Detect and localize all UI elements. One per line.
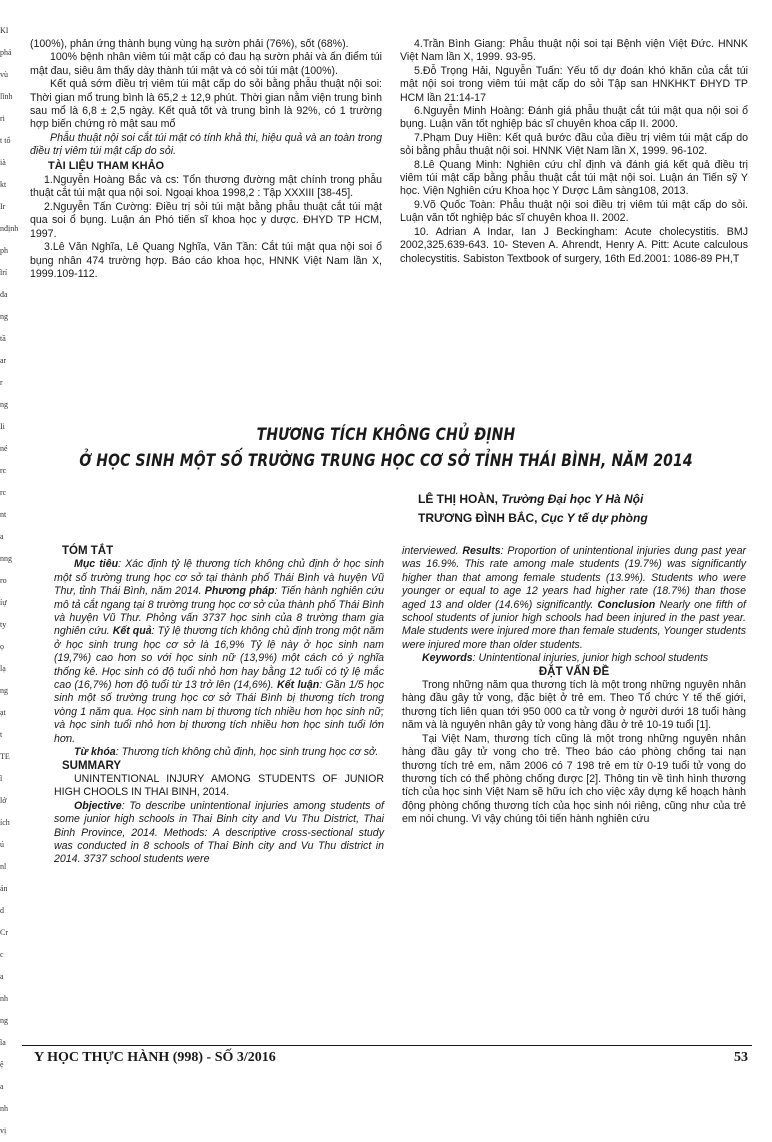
- bleed-fragment: ản: [0, 884, 8, 893]
- bleed-fragment: ạt: [0, 708, 6, 717]
- references-heading: TÀI LIỆU THAM KHẢO: [48, 159, 165, 172]
- reference-item: 5.Đỗ Trọng Hải, Nguyễn Tuấn: Yếu tố dự đoán khó khăn của cắt túi mật nội soi trong viêm túi mật cấp do sỏi Tập san HNKHKT ĐHYD TP HCM lần 21:14-17: [400, 64, 748, 104]
- summary-heading-en: SUMMARY: [62, 759, 121, 772]
- bleed-fragment: nl: [0, 862, 7, 871]
- bleed-fragment: t: [0, 730, 3, 739]
- intro-heading: ĐẶT VẤN ĐỀ: [538, 665, 610, 678]
- bleed-fragment: t tổ: [0, 136, 11, 145]
- summary-keywords-en: Keywords: Unintentional injuries, junior high school students: [422, 652, 709, 665]
- left-margin-bleed: [0, 20, 22, 1135]
- reference-item: 9.Võ Quốc Toàn: Phẫu thuật nội soi điều trị viêm túi mật cấp do sỏi. Luận văn tốt nghiệp bác sĩ chuyên khoa II. 2002.: [400, 198, 748, 225]
- journal-footer: Y HỌC THỰC HÀNH (998) - SỐ 3/2016: [34, 1050, 276, 1065]
- bleed-fragment: ĩa: [0, 1038, 6, 1047]
- abstract-objective: Mục tiêu: Xác định tỷ lệ thương tích không chủ định ở học sinh một số trường trung học cơ sở tại thành phố Thái Bình và huyện Vũ Thư, tỉnh Thái Bình, năm 2014. Phương pháp: Tiến hành nghiên cứu mô tả cắt ngang tại 8 trường trung học cơ sở của thành phố Thái Bình và huyện Vũ Thư. Phỏng vấn 3737 học sinh của 8 trường tham gia nghiên cứu. Kết quả: Tỷ lệ thương tích không chủ định trong một năm ở học sinh trung học cơ sở là 16,9% Tỷ lệ này ở học sinh nam (19,7%) cao hơn so với học sinh nữ (13,9%) một cách có ý nghĩa thống kê. Học sinh có độ tuổi nhỏ hơn hay bằng 12 tuổi có tỷ lệ mắc cao (16,7%) hơn độ tuổi từ 13 trở lên (14,6%). Kết luận: Gần 1/5 học sinh một số trường trung học cơ sở Thái Bình bị thương tích trong vòng 1 năm qua. Học sinh nam bị thương tích nhiều hơn học sinh nữ; và học sinh tuổi nhỏ hơn bị thương tích nhiều hơn học sinh tuổi lớn hơn.: [54, 558, 385, 745]
- bleed-fragment: lạ: [0, 664, 6, 673]
- summary-heading-vn: TÓM TẮT: [62, 545, 114, 557]
- abstract-keywords: Từ khóa: Thương tích không chủ định, học sinh trung học cơ sở.: [74, 746, 379, 759]
- bleed-fragment: phả: [0, 48, 12, 57]
- bleed-fragment: nh: [0, 994, 8, 1003]
- bleed-fragment: r: [0, 378, 3, 387]
- bleed-fragment: ĩ: [0, 774, 3, 783]
- bleed-fragment: a: [0, 972, 4, 981]
- author-line: [418, 511, 758, 525]
- bleed-fragment: đa: [0, 290, 8, 299]
- bleed-fragment: KI: [0, 26, 9, 35]
- bleed-fragment: TE: [0, 752, 10, 761]
- bleed-fragment: rc: [0, 488, 7, 497]
- paragraph: (100%), phản ứng thành bụng vùng hạ sườn phải (76%), sốt (68%).: [30, 38, 349, 50]
- reference-item: 7.Phạm Duy Hiền: Kết quả bước đầu của điều trị viêm túi mật cấp do sỏi bằng phẫu thuật nội soi. HNNK Việt Nam lần X, 1999. 96-102.: [400, 131, 748, 158]
- bleed-fragment: rc: [0, 466, 7, 475]
- bleed-fragment: a: [0, 1082, 4, 1091]
- bleed-fragment: lở: [0, 796, 7, 805]
- bleed-fragment: ph: [0, 246, 8, 255]
- author-line: [418, 492, 758, 506]
- bleed-fragment: vị: [0, 1126, 7, 1135]
- reference-item: 6.Nguyễn Minh Hoàng: Đánh giá phẫu thuật cắt túi mật qua nội soi ổ bụng. Luận văn tốt nghiệp bác sĩ chuyên khoa cấp II. 2000.: [400, 105, 748, 131]
- footer-rule: [22, 1045, 752, 1046]
- author-affiliation: Cục Y tế dự phòng: [540, 511, 648, 525]
- author-affiliation: Trường Đại học Y Hà Nội: [501, 492, 644, 506]
- bleed-fragment: c: [0, 950, 4, 959]
- bleed-fragment: Ii: [0, 422, 5, 431]
- paragraph: 100% bệnh nhân viêm túi mật cấp có đau hạ sườn phải và ấn điểm túi mật đau, siêu âm thấy dày thành túi mật và có sỏi túi mật (100%).: [30, 51, 382, 77]
- bleed-fragment: ng: [0, 312, 8, 321]
- bleed-fragment: ar: [0, 356, 7, 365]
- reference-item: 1.Nguyễn Hoàng Bắc và cs: Tổn thương đường mật chính trong phẫu thuật cắt túi mật qua nội soi. Ngoại khoa 1998,2 : Tập XXXIII [38-45].: [30, 174, 382, 200]
- paragraph: Tại Việt Nam, thương tích cũng là một trong những nguyên nhân hàng đầu gây tử vong cho trẻ. Theo báo cáo phòng chống tai nạn thương tích trẻ em, năm 2006 có 7 198 trẻ em từ 0-19 tuổi tử vong do thương tích có thể phòng chống được [2]. Thông tin về tình hình thương tích của học sinh Việt Nam sẽ hữu ích cho việc xây dựng kế hoạch hành động phòng chống thương tích của học sinh nói riêng, cũng như của trẻ em nói chung. Vì vậy chúng tôi tiến hành nghiên cứu: [402, 732, 746, 826]
- bleed-fragment: nđịnh: [0, 224, 19, 233]
- bleed-fragment: Cr: [0, 928, 8, 937]
- bleed-fragment: ọ: [0, 642, 4, 651]
- top-left-column: [30, 38, 382, 281]
- reference-item: 3.Lê Văn Nghĩa, Lê Quang Nghĩa, Văn Tần: Cắt túi mật qua nội soi ổ bụng nhân 474 trường hợp. Báo cáo khoa học, HNNK Việt Nam lần X, 1999.109-112.: [30, 241, 382, 280]
- top-right-column: [400, 38, 748, 266]
- bleed-fragment: d: [0, 906, 4, 915]
- bleed-fragment: nng: [0, 554, 12, 563]
- paragraph: Trong những năm qua thương tích là một trong những nguyên nhân hàng đầu gây tử vong, đặc biệt ở trẻ em. Theo Tổ chức Y tế thế giới, thương tích liên quan tới 950 000 ca tử vong ở người dưới 18 tuổi hàng năm và là nguyên nhân gây tử vong hàng đầu ở trẻ 10-19 tuổi [1].: [402, 679, 746, 732]
- bleed-fragment: ích: [0, 818, 10, 827]
- reference-item: 4.Trần Bình Giang: Phẫu thuật nội soi tại Bệnh viện Việt Đức. HNNK Việt Nam lần X, 1999. 93-95.: [400, 38, 748, 64]
- abstract-continued-column: [402, 545, 746, 827]
- reference-item: 10. Adrian A Indar, Ian J Beckingham: Acute cholecystitis. BMJ 2002,325.639-643. 10- Steven A. Ahrendt, Henry A. Pitt: Acute calculous cholecystitis. Sabiston Textbook of surgery, 16th Ed.2001: 1086-89 PH,T: [400, 225, 748, 265]
- bleed-fragment: a: [0, 532, 4, 541]
- summary-objective-en: Objective: To describe unintentional injuries among students of some junior high schools in Thai Binh city and Vu Thu District, Thai Binh Province, 2014. Methods: A descriptive cross-sectional study was conducted in 8 schools of Thai Binh city and Vu Thu district in 2014. 3737 school students were: [54, 799, 384, 866]
- bleed-fragment: kt: [0, 180, 7, 189]
- page-number: 53: [734, 1050, 748, 1065]
- author-name: TRƯƠNG ĐÌNH BẮC,: [418, 511, 538, 525]
- bleed-fragment: Ir: [0, 202, 6, 211]
- summary-results-en: interviewed. Results: Proportion of unintentional injuries dung past year was 16.9%. This rate among male students (19.7%) was significantly higher than that among female students (13.9%). Students who were younger or equal to age 12 years had higher rate (18.7%) than those aged 13 and older (14.6%) significantly. Conclusion Nearly one fifth of school students of junior high schools had been injured in the past year. Male students were injured more than female students, Younger students were injured more than older students.: [402, 545, 746, 651]
- bleed-fragment: nh: [0, 1104, 8, 1113]
- author-name: LÊ THỊ HOÀN,: [418, 492, 498, 506]
- bleed-fragment: tầ: [0, 334, 6, 343]
- bleed-fragment: ro: [0, 576, 7, 585]
- article-title-line-1: THƯƠNG TÍCH KHÔNG CHỦ ĐỊNH: [256, 425, 516, 445]
- bleed-fragment: lĩnh: [0, 92, 13, 101]
- bleed-fragment: nt: [0, 510, 7, 519]
- article-title-line-2: Ở HỌC SINH MỘT SỐ TRƯỜNG TRUNG HỌC CƠ SỞ TỈNH THÁI BÌNH, NĂM 2014: [79, 451, 693, 471]
- bleed-fragment: ng: [0, 686, 8, 695]
- bleed-fragment: ệ: [0, 1060, 4, 1069]
- reference-item: 8.Lê Quang Minh: Nghiên cứu chỉ định và đánh giá kết quả điều trị viêm túi mật cấp bằng phẫu thuật cắt túi mật nội soi. Luận án Tiến sỹ Y học. Viện Nghiên cứu Khoa học Y Dược Lâm sàng108, 2013.: [400, 158, 748, 198]
- bleed-fragment: ỉự: [0, 598, 7, 607]
- abstract-column: [54, 545, 384, 867]
- paragraph: Kết quả sớm điều trị viêm túi mật cấp do sỏi bằng phẫu thuật nội soi: Thời gian mổ trung bình là 65,2 ± 12,9 phút. Thời gian nằm viện trung bình sau mổ là 6,8 ± 2,5 ngày. Kết quả tốt và trung bình là 92%, có 1 trường hợp biến chứng rò mật sau mổ: [30, 78, 382, 131]
- bleed-fragment: né: [0, 444, 8, 453]
- paragraph: Phẫu thuật nội soi cắt túi mật có tính khả thi, hiệu quả và an toàn trong điều trị viêm túi mật cấp do sỏi.: [30, 131, 382, 158]
- bleed-fragment: vù: [0, 70, 8, 79]
- bleed-fragment: ri: [0, 114, 5, 123]
- bleed-fragment: ià: [0, 158, 6, 167]
- bleed-fragment: ú: [0, 840, 4, 849]
- bleed-fragment: ng: [0, 1016, 8, 1025]
- bleed-fragment: ty: [0, 620, 7, 629]
- bleed-fragment: ng: [0, 400, 8, 409]
- reference-item: 2.Nguyễn Tấn Cường: Điều trị sỏi túi mật bằng phẫu thuật cắt túi mật qua soi ổ bụng. Luận án Phó tiến sĩ khoa học y dược. ĐHYD TP HCM, 1997.: [30, 200, 382, 240]
- summary-title-en: UNINTENTIONAL INJURY AMONG STUDENTS OF JUNIOR HIGH CHOOLS IN THAI BINH, 2014.: [54, 772, 384, 799]
- bleed-fragment: ĩrí: [0, 268, 8, 277]
